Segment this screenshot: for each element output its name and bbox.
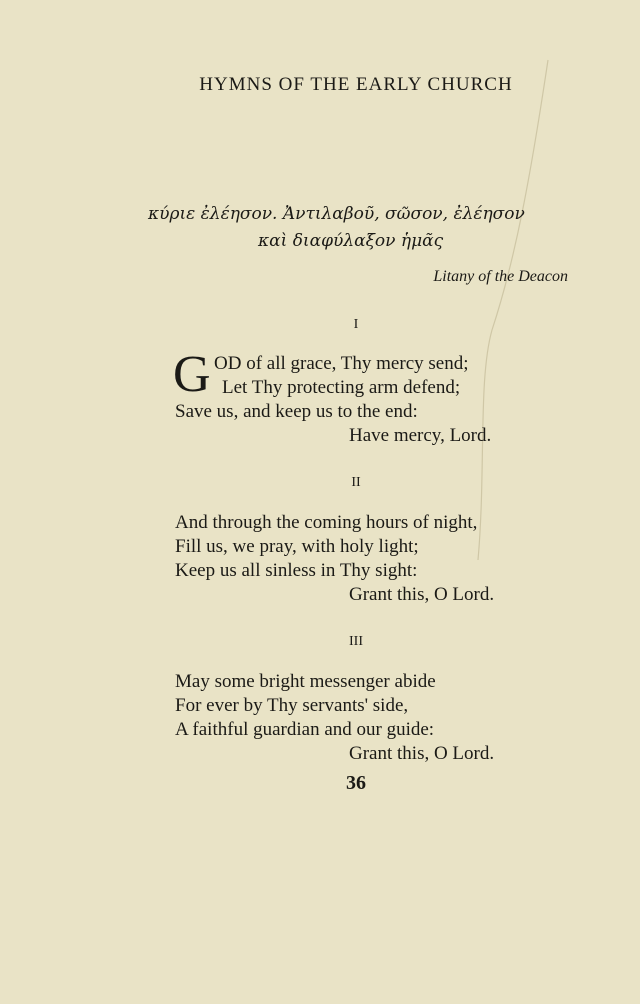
stanza-2-line-2: Fill us, we pray, with holy light; [175, 536, 419, 557]
stanza-3-line-1: May some bright messenger abide [175, 671, 436, 692]
stanza-1-refrain: Have mercy, Lord. [349, 425, 492, 446]
stanza-numeral-2: II [351, 475, 361, 490]
epigraph-attribution: Litany of the Deacon [433, 268, 568, 285]
page-number: 36 [346, 772, 366, 794]
stanza-1-line-2: Let Thy protecting arm defend; [222, 377, 461, 398]
epigraph-greek-line-2: καὶ διαφύλαξον ἡμᾶς [258, 231, 444, 251]
drop-cap: G [173, 346, 211, 403]
stanza-3-line-3: A faithful guardian and our guide: [175, 719, 435, 740]
stanza-2-refrain: Grant this, O Lord. [349, 584, 495, 605]
running-header: HYMNS OF THE EARLY CHURCH [199, 74, 513, 95]
stanza-1-line-1: OD of all grace, Thy mercy send; [214, 353, 469, 374]
stanza-numeral-1: I [353, 317, 359, 332]
stanza-1-line-3: Save us, and keep us to the end: [175, 401, 418, 422]
stanza-2-line-3: Keep us all sinless in Thy sight: [175, 560, 418, 581]
stanza-2-line-1: And through the coming hours of night, [175, 512, 478, 533]
stanza-3-line-2: For ever by Thy servants' side, [175, 695, 409, 716]
stanza-3-refrain: Grant this, O Lord. [349, 743, 495, 764]
epigraph-greek-line-1: κύριε ἐλέησον. Ἀντιλαβοῦ, σῶσον, ἐλέησον [148, 204, 525, 224]
stanza-numeral-3: III [349, 634, 363, 649]
